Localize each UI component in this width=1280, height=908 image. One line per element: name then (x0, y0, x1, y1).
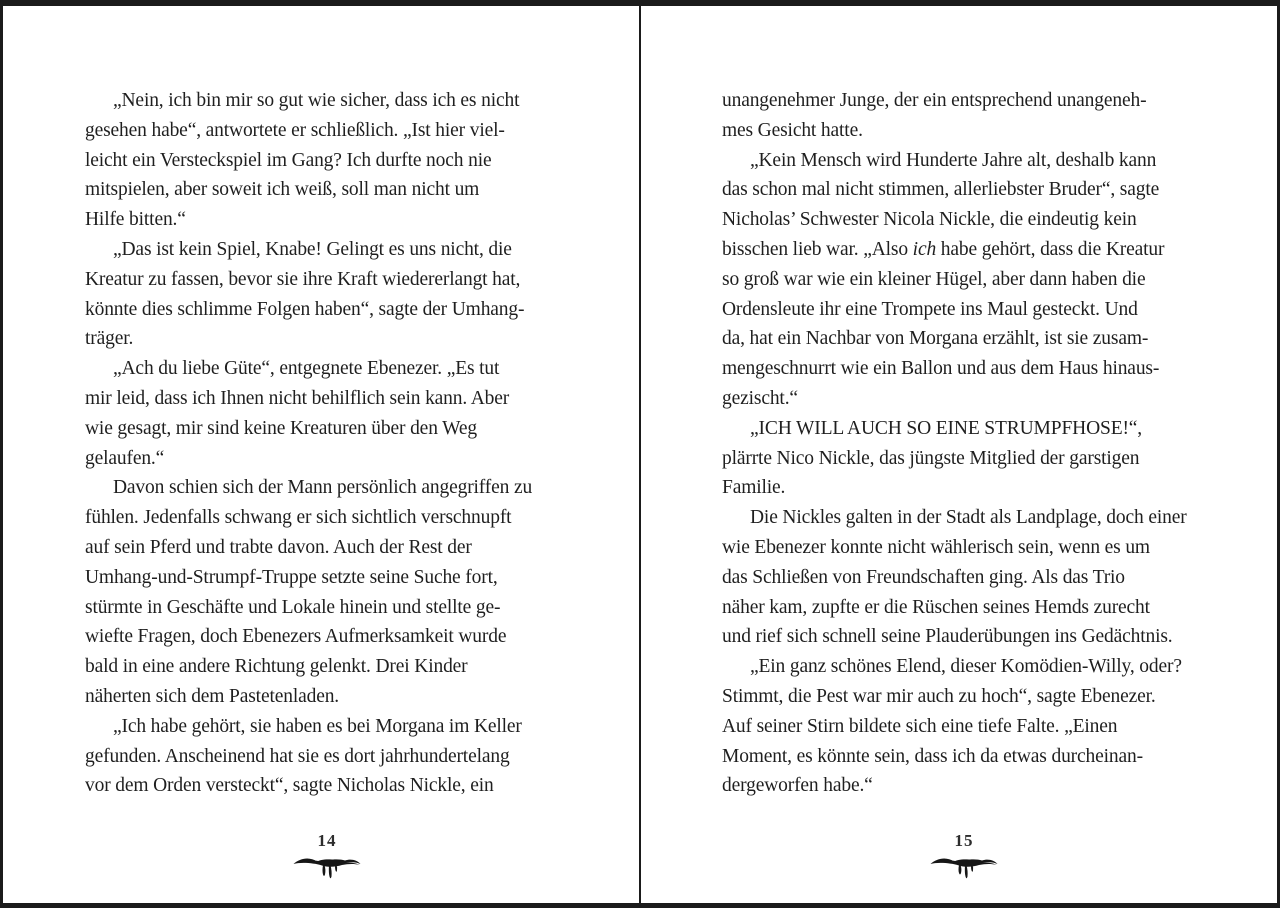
bat-ink-swoosh-ornament-icon (292, 849, 362, 881)
text-line: Ordensleute ihr eine Trompete ins Maul gesteckt. Und (722, 298, 1138, 320)
text-line: „Ich habe gehört, sie haben es bei Morgana im Keller (113, 715, 522, 737)
page-left-footer (85, 832, 569, 886)
text-line: „Kein Mensch wird Hunderte Jahre alt, deshalb kann (750, 149, 1157, 171)
text-line: näherten sich dem Pastetenladen. (85, 685, 340, 707)
text-line: bisschen lieb war. „Also ich habe gehört, dass die Kreatur (722, 238, 1165, 260)
page-right-text (722, 86, 1206, 801)
text-line: könnte dies schlimme Folgen haben“, sagte der Umhang- (85, 298, 525, 320)
page-right (641, 6, 1277, 903)
text-line: dergeworfen habe.“ (722, 775, 873, 797)
text-line: wie gesagt, mir sind keine Kreaturen über den Weg (85, 417, 477, 439)
text-line: gefunden. Anscheinend hat sie es dort jahrhundertelang (85, 745, 510, 767)
page-number: 15 (954, 831, 974, 850)
text-line: bald in eine andere Richtung gelenkt. Drei Kinder (85, 656, 468, 678)
text-line: wiefte Fragen, doch Ebenezers Aufmerksamkeit wurde (85, 626, 507, 648)
text-line: „Ach du liebe Güte“, entgegnete Ebenezer. „Es tut (113, 358, 500, 380)
bat-ink-swoosh-ornament-icon (929, 849, 999, 881)
text-line: mir leid, dass ich Ihnen nicht behilflich sein kann. Aber (85, 387, 510, 409)
text-line: da, hat ein Nachbar von Morgana erzählt, ist sie zusam- (722, 328, 1149, 350)
text-line: Die Nickles galten in der Stadt als Landplage, doch einer (750, 507, 1187, 529)
text-line: wie Ebenezer konnte nicht wählerisch sein, wenn es um (722, 536, 1150, 558)
text-line: vor dem Orden versteckt“, sagte Nicholas Nickle, ein (85, 775, 494, 797)
text-line: mengeschnurrt wie ein Ballon und aus dem Haus hinaus- (722, 358, 1160, 380)
page-right-footer (722, 832, 1206, 886)
text-line: „ICH WILL AUCH SO EINE STRUMPFHOSE!“, (750, 417, 1143, 439)
text-line: träger. (85, 328, 134, 350)
text-line: gesehen habe“, antwortete er schließlich. „Ist hier viel- (85, 119, 505, 141)
text-line: Kreatur zu fassen, bevor sie ihre Kraft wiedererlangt hat, (85, 268, 521, 290)
text-line: das Schließen von Freundschaften ging. Als das Trio (722, 566, 1125, 588)
text-line: plärrte Nico Nickle, das jüngste Mitglied der garstigen (722, 447, 1140, 469)
text-line: gezischt.“ (722, 387, 798, 409)
text-line: Hilfe bitten.“ (85, 209, 186, 231)
page-number: 14 (317, 831, 337, 850)
text-line: leicht ein Versteckspiel im Gang? Ich durfte noch nie (85, 149, 492, 171)
page-left-text (85, 86, 569, 801)
text-line: näher kam, zupfte er die Rüschen seines Hemds zurecht (722, 596, 1150, 618)
text-line: Davon schien sich der Mann persönlich angegriffen zu (113, 477, 533, 499)
page-left (3, 6, 639, 903)
text-line: das schon mal nicht stimmen, allerliebster Bruder“, sagte (722, 179, 1160, 201)
text-line: auf sein Pferd und trabte davon. Auch der Rest der (85, 536, 472, 558)
text-line: „Ein ganz schönes Elend, dieser Komödien-Willy, oder? (750, 656, 1182, 678)
text-line: Auf seiner Stirn bildete sich eine tiefe Falte. „Einen (722, 715, 1118, 737)
text-line: Nicholas’ Schwester Nicola Nickle, die eindeutig kein (722, 209, 1137, 231)
text-line: und rief sich schnell seine Plauderübungen ins Gedächtnis. (722, 626, 1173, 648)
text-line: mitspielen, aber soweit ich weiß, soll man nicht um (85, 179, 480, 201)
text-line: „Das ist kein Spiel, Knabe! Gelingt es uns nicht, die (113, 238, 512, 260)
text-line: so groß war wie ein kleiner Hügel, aber dann haben die (722, 268, 1146, 290)
text-line: Familie. (722, 477, 786, 499)
text-line: Moment, es könnte sein, dass ich da etwas durcheinan- (722, 745, 1143, 767)
text-line: Umhang-und-Strumpf-Truppe setzte seine Suche fort, (85, 566, 498, 588)
text-line: „Nein, ich bin mir so gut wie sicher, dass ich es nicht (113, 90, 520, 111)
text-line: Stimmt, die Pest war mir auch zu hoch“, sagte Ebenezer. (722, 685, 1156, 707)
text-line: stürmte in Geschäfte und Lokale hinein und stellte ge- (85, 596, 501, 618)
text-line: mes Gesicht hatte. (722, 119, 863, 141)
text-line: gelaufen.“ (85, 447, 165, 469)
text-line: unangenehmer Junge, der ein entsprechend unangeneh- (722, 90, 1147, 111)
text-line: fühlen. Jedenfalls schwang er sich sichtlich verschnupft (85, 507, 512, 529)
